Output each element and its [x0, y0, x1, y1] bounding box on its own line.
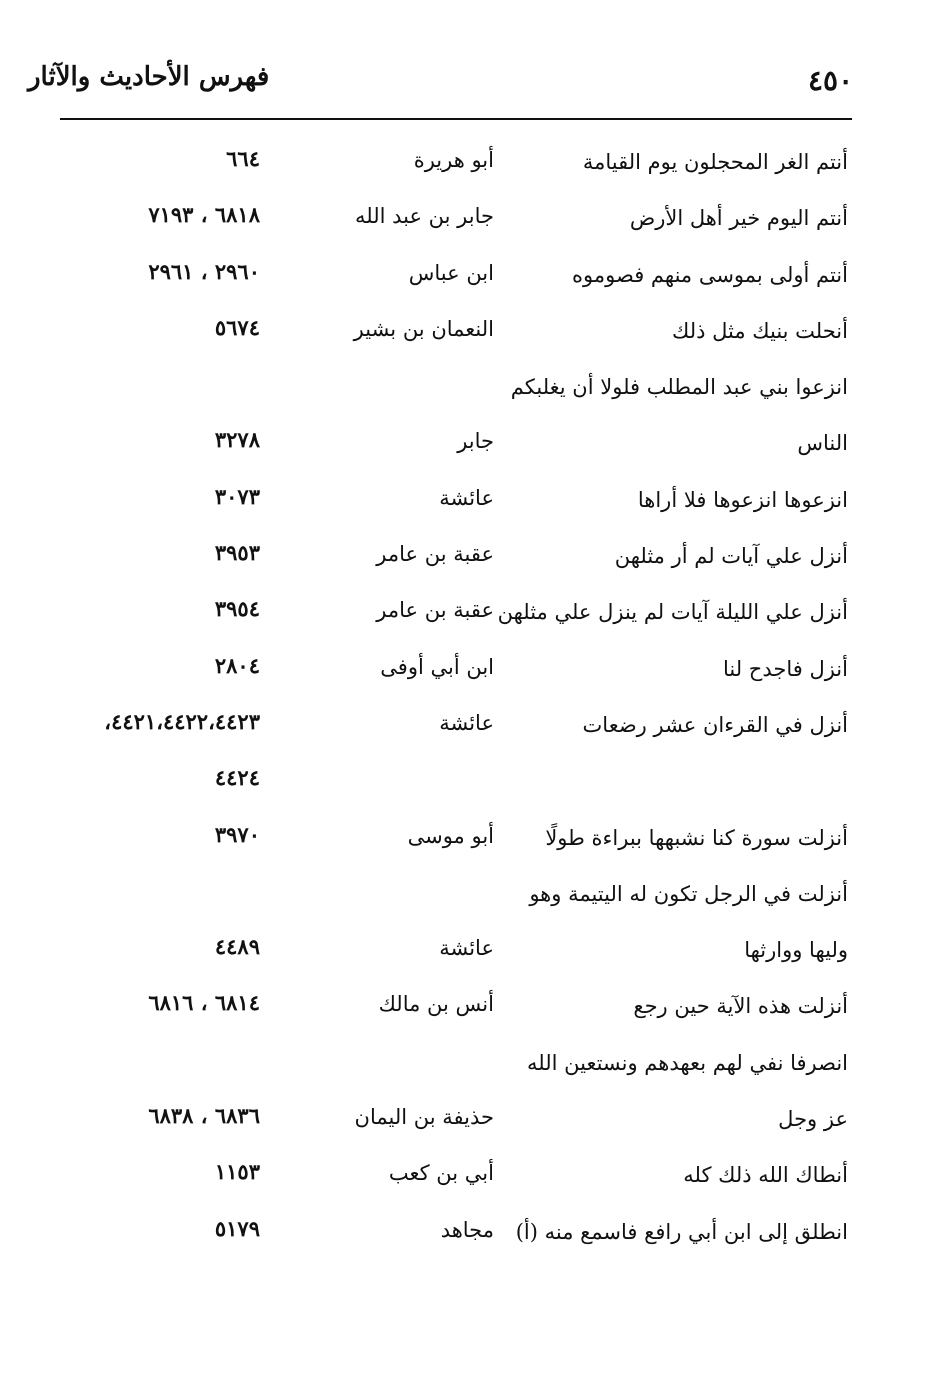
hadith-text: انزعوا بني عبد المطلب فلولا أن يغلبكم	[510, 375, 848, 400]
hadith-text: أنزل علي آيات لم أر مثلهن	[614, 544, 848, 569]
hadith-text: انزعوها انزعوها فلا أراها	[637, 487, 848, 512]
narrator-name: عائشة	[439, 710, 494, 735]
hadith-numbers: ٥٦٧٤	[214, 314, 260, 340]
hadith-index-list	[0, 140, 932, 1266]
hadith-numbers: ٣٩٧٠	[214, 821, 260, 847]
index-entry	[0, 816, 932, 872]
page-number: ٤٥٠	[808, 64, 854, 97]
hadith-numbers: ٣٢٧٨	[214, 427, 260, 453]
hadith-text: وليها ووارثها	[744, 938, 848, 963]
index-entry	[0, 703, 932, 759]
index-entry	[0, 1097, 932, 1153]
hadith-numbers: ٢٨٠٤	[214, 652, 260, 678]
hadith-text: أنتم اليوم خير أهل الأرض	[629, 206, 848, 231]
narrator-name: عائشة	[439, 485, 494, 510]
narrator-name: عقبة بن عامر	[376, 598, 494, 623]
hadith-numbers: ٦٦٤	[226, 146, 260, 171]
index-entry	[0, 309, 932, 365]
hadith-text: أنزلت في الرجل تكون له اليتيمة وهو	[529, 881, 848, 906]
hadith-text: أنزلت هذه الآية حين رجع	[633, 994, 848, 1019]
index-entry	[0, 365, 932, 421]
index-entry	[0, 590, 932, 646]
index-entry	[0, 872, 932, 928]
narrator-name: أبو هريرة	[413, 148, 494, 172]
narrator-name: ابن أبي أوفى	[380, 654, 494, 679]
hadith-numbers: ٤٤٢١،٤٤٢٢،٤٤٢٣،	[104, 708, 260, 734]
narrator-name: أنس بن مالك	[378, 992, 494, 1017]
index-entry	[0, 478, 932, 534]
index-entry	[0, 928, 932, 984]
hadith-numbers: ٣٩٥٤	[214, 596, 260, 622]
hadith-text: انطلق إلى ابن أبي رافع فاسمع منه (أ)	[515, 1219, 848, 1244]
hadith-text: أنزل علي الليلة آيات لم ينزل علي مثلهن	[497, 600, 848, 625]
hadith-numbers: ٦٨١٨ ، ٧١٩٣	[148, 202, 260, 228]
narrator-name: أبو موسى	[407, 823, 494, 848]
narrator-name: عقبة بن عامر	[376, 542, 494, 567]
hadith-numbers: ٦٨١٤ ، ٦٨١٦	[148, 990, 260, 1016]
narrator-name: ابن عباس	[408, 260, 494, 285]
index-entry	[0, 421, 932, 477]
hadith-numbers: ٥١٧٩	[214, 1215, 260, 1241]
index-entry	[0, 984, 932, 1040]
hadith-text: أنزلت سورة كنا نشبهها ببراءة طولًا	[545, 825, 848, 850]
narrator-name: أبي بن كعب	[388, 1161, 494, 1186]
index-entry	[0, 253, 932, 309]
hadith-text: أنزل في القرءان عشر رضعات	[582, 712, 848, 737]
hadith-numbers: ٤٤٢٤	[214, 765, 260, 791]
index-entry	[0, 1041, 932, 1097]
hadith-text: الناس	[797, 431, 848, 456]
header-rule	[60, 118, 852, 120]
index-entry	[0, 534, 932, 590]
index-entry	[0, 140, 932, 196]
hadith-numbers: ٣٩٥٣	[214, 540, 260, 566]
hadith-text: انصرفا نفي لهم بعهدهم ونستعين الله	[527, 1050, 848, 1075]
hadith-text: عز وجل	[778, 1107, 848, 1132]
hadith-text: أنتم أولى بموسى منهم فصوموه	[572, 262, 848, 287]
hadith-numbers: ٢٩٦٠ ، ٢٩٦١	[148, 258, 260, 284]
narrator-name: عائشة	[439, 936, 494, 961]
hadith-numbers: ٤٤٨٩	[214, 934, 260, 960]
hadith-text: أنطاك الله ذلك كله	[683, 1163, 848, 1188]
hadith-text: أنتم الغر المحجلون يوم القيامة	[582, 150, 848, 174]
narrator-name: مجاهد	[440, 1217, 494, 1242]
narrator-name: النعمان بن بشير	[353, 316, 494, 341]
index-entry	[0, 1153, 932, 1209]
narrator-name: جابر	[457, 429, 494, 454]
narrator-name: حذيفة بن اليمان	[354, 1105, 494, 1130]
hadith-numbers: ٦٨٣٦ ، ٦٨٣٨	[148, 1103, 260, 1129]
hadith-text: أنزل فاجدح لنا	[722, 656, 848, 681]
index-entry	[0, 1210, 932, 1266]
index-entry	[0, 196, 932, 252]
index-entry	[0, 647, 932, 703]
hadith-numbers: ٣٠٧٣	[214, 483, 260, 509]
hadith-numbers: ١١٥٣	[214, 1159, 260, 1185]
index-entry	[0, 759, 932, 815]
page-header-title: فهرس الأحاديث والآثار	[28, 62, 270, 92]
narrator-name: جابر بن عبد الله	[354, 204, 494, 229]
hadith-text: أنحلت بنيك مثل ذلك	[672, 318, 848, 343]
